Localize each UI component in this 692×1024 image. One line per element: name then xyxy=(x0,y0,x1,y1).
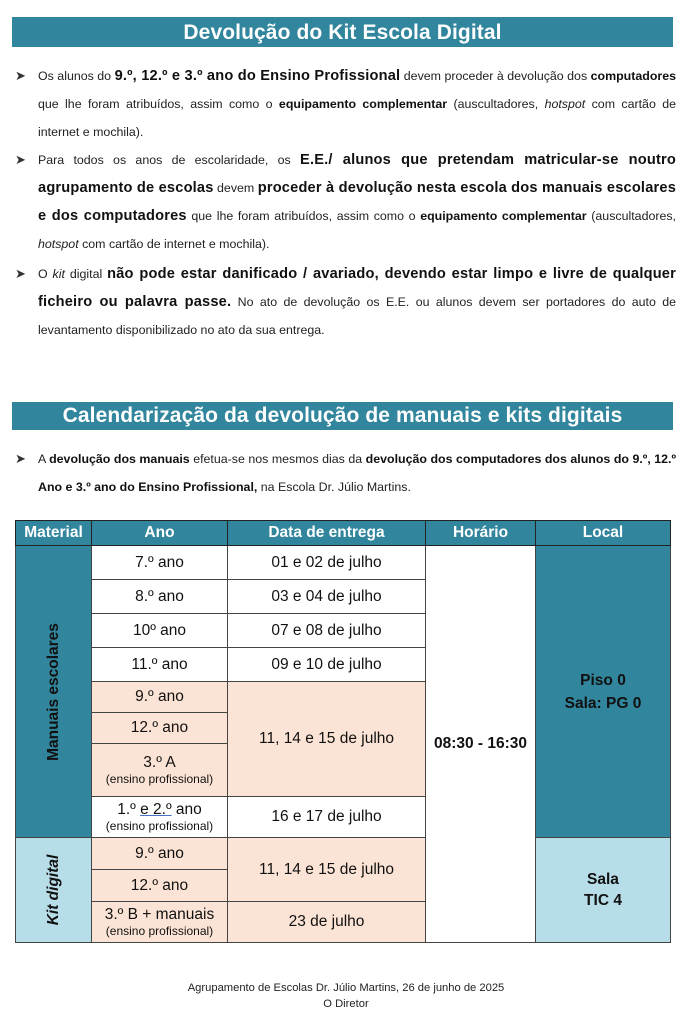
arrow-bullet-icon: ➤ xyxy=(15,451,26,466)
data-cell: 11, 14 e 15 de julho xyxy=(228,838,426,902)
ano-cell: 9.º ano xyxy=(92,838,228,870)
list-item: ➤ O kit digital não pode estar danificado / avariado, devendo estar limpo e livre de qualquer ficheiro ou palavra passe. No ato de devolução os E.E. ou alunos devem ser portadores do auto de levantamento disponibilizado no ato da sua entrega. xyxy=(12,260,676,352)
list-item: ➤ Para todos os anos de escolaridade, os E.E./ alunos que pretendam matricular-se noutro agrupamento de escolas devem proceder à devolução nesta escola dos manuais escolares e dos computadores que lhe foram atribuídos, assim como o equipamento complementar (auscultadores, hotspot com cartão de internet e mochila). xyxy=(12,146,676,260)
ano-cell: 1.º e 2.º ano (ensino profissional) xyxy=(92,797,228,838)
arrow-bullet-icon: ➤ xyxy=(15,266,26,281)
footer-director: O Diretor xyxy=(323,998,369,1010)
header-data: Data de entrega xyxy=(228,521,426,546)
section-title-calendarizacao: Calendarização da devolução de manuais e kits digitais xyxy=(12,402,673,430)
table-row xyxy=(16,838,671,870)
table-header-row xyxy=(16,521,671,546)
arrow-bullet-icon: ➤ xyxy=(15,68,26,83)
header-local: Local xyxy=(536,521,671,546)
ano-cell: 8.º ano xyxy=(92,580,228,614)
ano-cell: 9.º ano xyxy=(92,682,228,713)
ano-cell: 12.º ano xyxy=(92,870,228,902)
data-cell: 16 e 17 de julho xyxy=(228,797,426,838)
ano-cell: 11.º ano xyxy=(92,648,228,682)
data-cell: 23 de julho xyxy=(228,902,426,943)
list-item: ➤ A devolução dos manuais efetua-se nos mesmos dias da devolução dos computadores dos alunos do 9.º, 12.º Ano e 3.º ano do Ensino Profissional, na Escola Dr. Júlio Martins. xyxy=(12,445,676,501)
data-cell: 07 e 08 de julho xyxy=(228,614,426,648)
devolucao-list xyxy=(12,62,676,352)
section-title-devolucao: Devolução do Kit Escola Digital xyxy=(12,17,673,47)
data-cell: 03 e 04 de julho xyxy=(228,580,426,614)
ano-cell: 7.º ano xyxy=(92,546,228,580)
data-cell: 09 e 10 de julho xyxy=(228,648,426,682)
ano-cell: 3.º A (ensino profissional) xyxy=(92,744,228,797)
calendarizacao-list xyxy=(12,445,676,501)
arrow-bullet-icon: ➤ xyxy=(15,152,26,167)
ano-cell: 10º ano xyxy=(92,614,228,648)
material-kit-cell: Kit digital xyxy=(16,838,92,943)
horario-cell: 08:30 - 16:30 xyxy=(426,546,536,943)
list-item: ➤ Os alunos do 9.º, 12.º e 3.º ano do Ensino Profissional devem proceder à devolução dos computadores que lhe foram atribuídos, assim como o equipamento complementar (auscultadores, hotspot com cartão de internet e mochila). xyxy=(12,62,676,146)
calendar-table xyxy=(15,520,671,943)
header-material: Material xyxy=(16,521,92,546)
local-tic4-cell: Sala TIC 4 xyxy=(536,838,671,943)
header-horario: Horário xyxy=(426,521,536,546)
ano-cell: 3.º B + manuais (ensino profissional) xyxy=(92,902,228,943)
data-cell: 01 e 02 de julho xyxy=(228,546,426,580)
ano-cell: 12.º ano xyxy=(92,713,228,744)
header-ano: Ano xyxy=(92,521,228,546)
table-row xyxy=(16,546,671,580)
material-manuais-cell: Manuais escolares xyxy=(16,546,92,838)
footer-school: Agrupamento de Escolas Dr. Júlio Martins, 26 de junho de 2025 xyxy=(187,982,505,994)
local-piso0-cell: Piso 0 Sala: PG 0 xyxy=(536,546,671,838)
data-cell: 11, 14 e 15 de julho xyxy=(228,682,426,797)
